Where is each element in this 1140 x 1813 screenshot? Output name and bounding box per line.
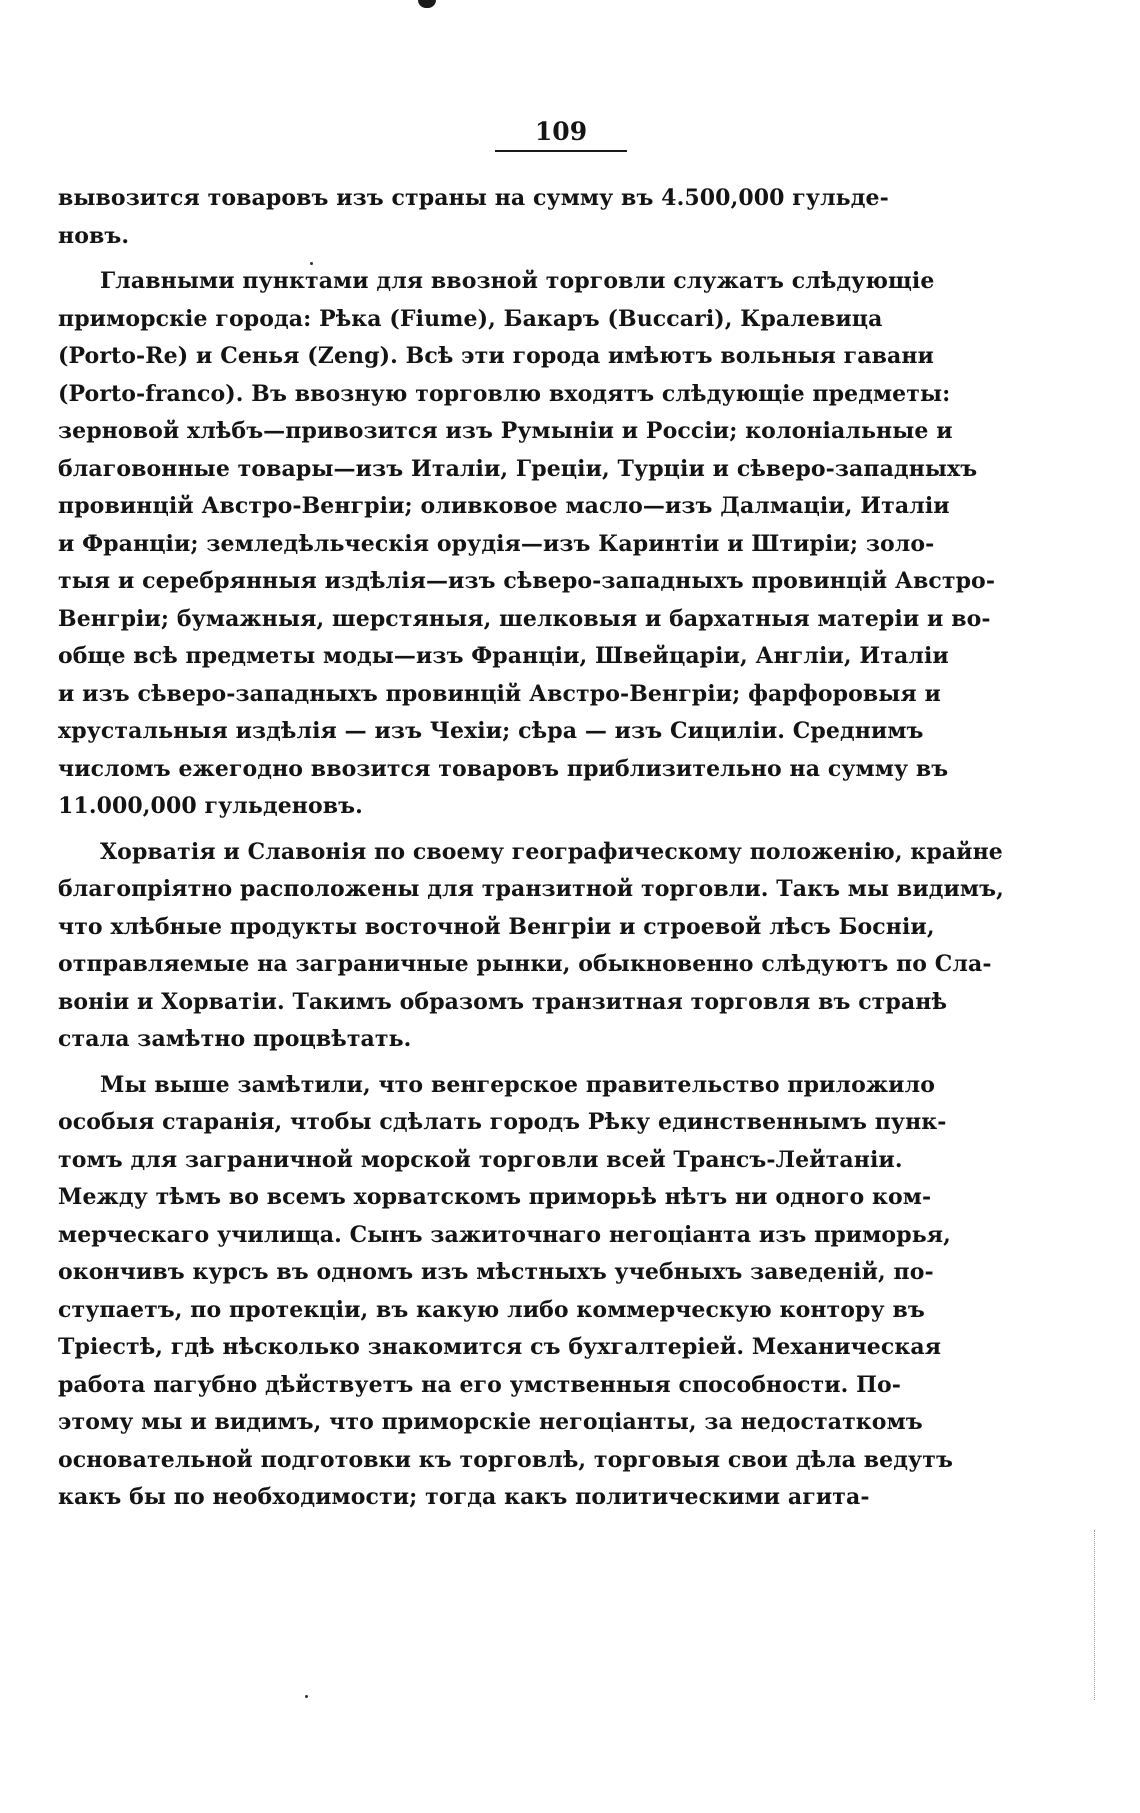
paragraph [58,263,996,826]
text-line: приморскіе города: Рѣка (Fiume), Бакаръ (Buccari), Кралевица [58,305,883,332]
text-line: (Porto-franco). Въ ввозную торговлю входятъ слѣдующіе предметы: [58,380,951,407]
text-line: отправляемые на заграничные рынки, обыкновенно слѣдуютъ по Сла- [58,951,992,977]
margin-scan-mark [1094,1530,1095,1700]
text-line: Между тѣмъ во всемъ хорватскомъ приморьѣ нѣтъ ни одного ком- [58,1184,932,1210]
text-line: работа пагубно дѣйствуетъ на его умственныя способности. По- [58,1371,902,1398]
text-line: благовонные товары—изъ Италіи, Греціи, Турціи и сѣверо-западныхъ [58,455,978,482]
text-line: благопріятно расположены для транзитной торговли. Такъ мы видимъ, [58,876,1004,902]
text-line: обще всѣ предметы моды—изъ Франціи, Швейцаріи, Англіи, Италіи [58,643,949,669]
text-line: воніи и Хорватіи. Такимъ образомъ транзитная торговля въ странѣ [58,988,948,1015]
text-line: основательной подготовки къ торговлѣ, торговыя свои дѣла ведутъ [58,1446,953,1473]
text-line: Мы выше замѣтили, что венгерское правительство приложило [100,1071,935,1098]
paragraph [58,180,889,255]
text-line: (Porto-Re) и Сенья (Zeng). Всѣ эти города имѣютъ вольныя гавани [58,343,934,369]
paragraph [58,1067,953,1517]
text-line: и Франціи; земледѣльческія орудія—изъ Каринтіи и Штиріи; золо- [58,530,935,557]
top-ink-mark [418,0,436,8]
text-line: и изъ сѣверо-западныхъ провинцій Австро-Венгріи; фарфоровыя и [58,680,941,707]
text-line: 11.000,000 гульденовъ. [58,793,363,819]
text-line: этому мы и видимъ, что приморскіе негоціанты, за недостаткомъ [58,1409,923,1435]
text-line: что хлѣбные продукты восточной Венгріи и строевой лѣсъ Босніи, [58,913,935,940]
text-line: Главными пунктами для ввозной торговли служатъ слѣдующіе [100,268,935,294]
text-line: стала замѣтно процвѣтать. [58,1026,412,1052]
page-header [0,118,1140,152]
body-text [58,180,1004,1525]
ink-speck [310,262,313,265]
text-line: Венгріи; бумажныя, шерстяныя, шелковыя и бархатныя матеріи и во- [58,605,991,632]
text-line: провинцій Австро-Венгріи; оливковое масло—изъ Далмаціи, Италіи [58,493,950,519]
text-line: ступаетъ, по протекціи, въ какую либо коммерческую контору въ [58,1296,925,1323]
text-line: вывозится товаровъ изъ страны на сумму въ 4.500,000 гульде- [58,185,889,211]
text-line: какъ бы по необходимости; тогда какъ политическими агита- [58,1484,870,1510]
text-line: томъ для заграничной морской торговли всей Трансъ-Лейтаніи. [58,1146,903,1173]
text-line: хрустальныя издѣлія — изъ Чехіи; сѣра — изъ Сициліи. Среднимъ [58,718,924,744]
ink-speck [305,1695,308,1698]
paragraph [58,834,1004,1059]
text-line: Тріестѣ, гдѣ нѣсколько знакомится съ бухгалтеріей. Механическая [58,1334,942,1360]
text-line: числомъ ежегодно ввозится товаровъ приблизительно на сумму въ [58,755,949,782]
text-line: особыя старанія, чтобы сдѣлать городъ Рѣку единственнымъ пунк- [58,1109,947,1135]
text-line: зерновой хлѣбъ—привозится изъ Румыніи и Россіи; колоніальные и [58,418,953,444]
text-line: окончивъ курсъ въ одномъ изъ мѣстныхъ учебныхъ заведеній, по- [58,1259,934,1285]
text-line: мерческаго училища. Сынъ зажиточнаго негоціанта изъ приморья, [58,1221,951,1248]
text-line: тыя и серебрянныя издѣлія—изъ сѣверо-западныхъ провинцій Австро- [58,568,996,594]
text-line: новъ. [58,222,130,249]
page-number: 109 [495,118,627,152]
text-line: Хорватія и Славонія по своему географическому положенію, крайне [100,838,1003,865]
